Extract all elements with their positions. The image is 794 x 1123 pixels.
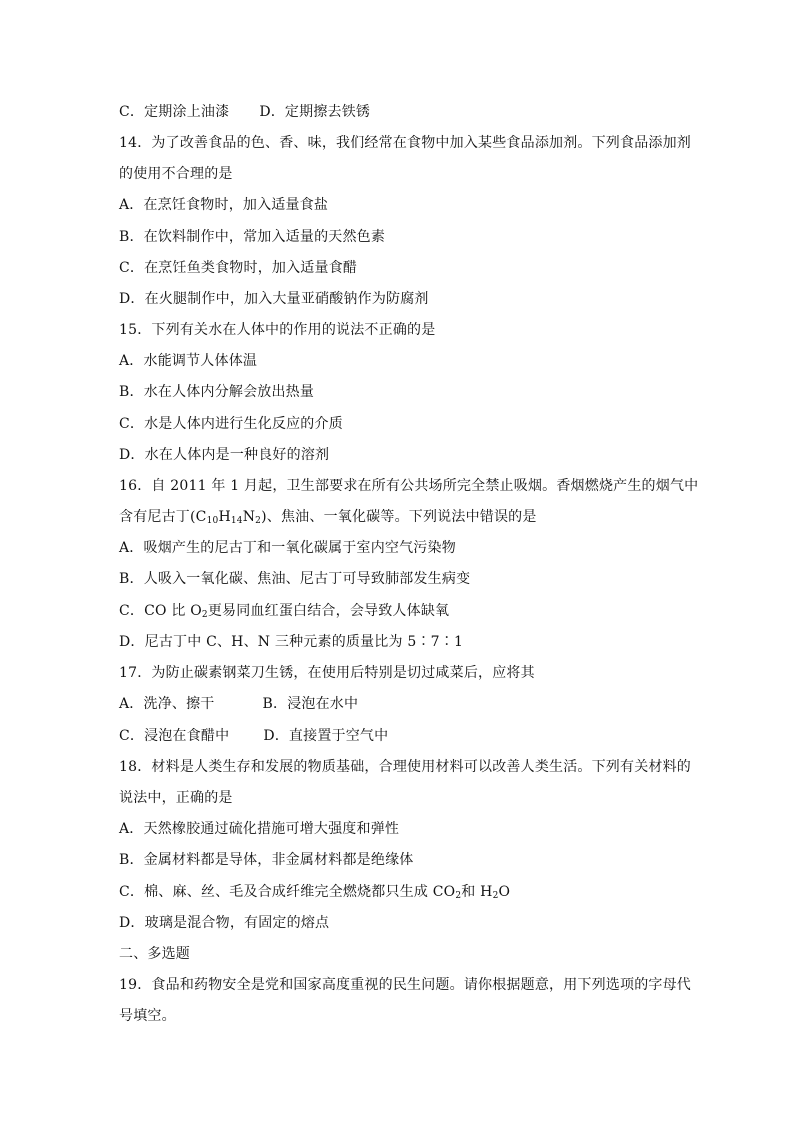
q14-option-a: A．在烹饪食物时，加入适量食盐 — [119, 197, 329, 213]
q18-stem-line-1: 18．材料是人类生存和发展的物质基础，合理使用材料可以改善人类生活。下列有关材料的 — [119, 759, 692, 775]
q13-option-d: D．定期擦去铁锈 — [259, 104, 371, 120]
q13-option-c: C．定期涂上油漆 — [119, 104, 230, 120]
q16-stem-text: )、焦油、一氧化碳等。下列说法中错误的是 — [261, 509, 537, 525]
q16-stem-text: 含有尼古丁(C — [119, 509, 207, 525]
q15-option-d: D．水在人体内是一种良好的溶剂 — [119, 447, 330, 463]
q16-subscript: 14 — [230, 516, 243, 526]
q18-option-b: B．金属材料都是导体，非金属材料都是绝缘体 — [119, 852, 414, 868]
q16-option-b: B．人吸入一氧化碳、焦油、尼古丁可导致肺部发生病变 — [119, 571, 471, 587]
q17-stem: 17．为防止碳素钢菜刀生锈，在使用后特别是切过咸菜后，应将其 — [119, 665, 535, 681]
q15-option-c: C．水是人体内进行生化反应的介质 — [119, 416, 343, 432]
q16-subscript: 2 — [255, 516, 262, 526]
q14-option-c: C．在烹饪鱼类食物时，加入适量食醋 — [119, 260, 358, 276]
q19-stem-line-1: 19．食品和药物安全是党和国家高度重视的民生问题。请你根据题意，用下列选项的字母代 — [119, 977, 692, 993]
q18-stem-line-2: 说法中，正确的是 — [119, 790, 233, 806]
section-heading-multiple-choice: 二、多选题 — [119, 946, 190, 962]
q18-option-c-text: C．棉、麻、丝、毛及合成纤维完全燃烧都只生成 CO — [119, 884, 456, 900]
q18-option-c-text: 和 H — [461, 884, 493, 900]
q17-option-d: D．直接置于空气中 — [263, 728, 389, 744]
q15-option-b: B．水在人体内分解会放出热量 — [119, 384, 315, 400]
q14-stem-line-1: 14．为了改善食品的色、香、味，我们经常在食物中加入某些食品添加剂。下列食品添加剂 — [119, 135, 692, 151]
q16-stem-text: N — [242, 509, 256, 525]
q16-option-c — [119, 602, 449, 620]
q18-subscript: 2 — [455, 891, 462, 901]
q14-option-d: D．在火腿制作中，加入大量亚硝酸钠作为防腐剂 — [119, 291, 429, 307]
q19-stem-line-2: 号填空。 — [119, 1008, 176, 1024]
q16-subscript: 10 — [206, 516, 219, 526]
q13-options-cd — [119, 103, 370, 121]
q18-option-d: D．玻璃是混合物，有固定的熔点 — [119, 915, 330, 931]
q14-option-b: B．在饮料制作中，常加入适量的天然色素 — [119, 229, 386, 245]
q16-stem-line-2 — [119, 508, 537, 526]
q16-option-d: D．尼古丁中 C、H、N 三种元素的质量比为 5∶7∶1 — [119, 634, 464, 650]
q17-options-ab — [119, 695, 358, 713]
q14-stem-line-2: 的使用不合理的是 — [119, 166, 233, 182]
q15-option-a: A．水能调节人体体温 — [119, 353, 258, 369]
q17-option-a: A．洗净、擦干 — [119, 696, 215, 712]
q16-option-c-text: C．CO 比 O — [119, 603, 202, 619]
q18-option-c — [119, 883, 510, 901]
q16-option-c-text: 更易同血红蛋白结合，会导致人体缺氧 — [207, 603, 450, 619]
q17-option-b: B．浸泡在水中 — [262, 696, 359, 712]
q16-stem-line-1: 16．自 2011 年 1 月起，卫生部要求在所有公共场所完全禁止吸烟。香烟燃烧产生的烟气中 — [119, 478, 699, 494]
q18-subscript: 2 — [492, 891, 499, 901]
q17-options-cd — [119, 727, 388, 745]
q16-option-a: A．吸烟产生的尼古丁和一氧化碳属于室内空气污染物 — [119, 540, 456, 556]
q18-option-c-text: O — [498, 884, 511, 900]
q16-stem-text: H — [218, 509, 231, 525]
q16-subscript: 2 — [201, 610, 208, 620]
q18-option-a: A．天然橡胶通过硫化措施可增大强度和弹性 — [119, 821, 400, 837]
q17-option-c: C．浸泡在食醋中 — [119, 728, 230, 744]
q15-stem: 15．下列有关水在人体中的作用的说法不正确的是 — [119, 322, 436, 338]
